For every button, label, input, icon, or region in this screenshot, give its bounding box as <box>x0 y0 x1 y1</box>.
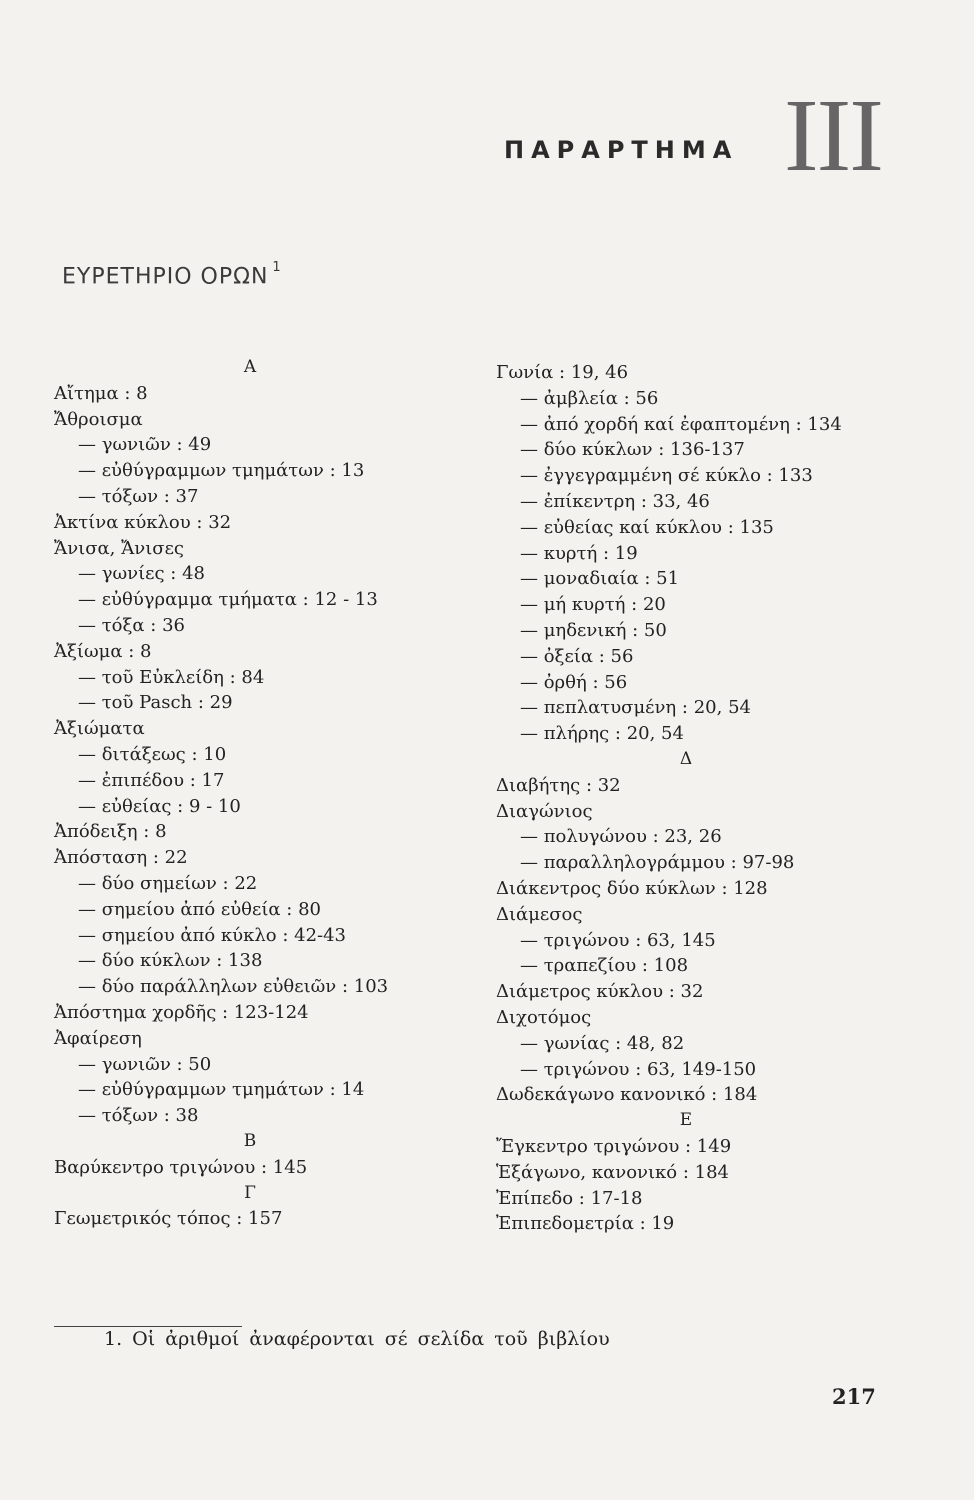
index-entry: Ἄνισα, Ἄνισες <box>54 537 184 559</box>
index-entry: Διαγώνιος <box>496 800 593 822</box>
index-subentry: — εὐθείας καί κύκλου : 135 <box>520 516 774 538</box>
section-letter: Δ <box>679 748 693 769</box>
appendix-number: III <box>784 78 882 193</box>
index-entry: Βαρύκεντρο τριγώνου : 145 <box>54 1156 308 1178</box>
index-subentry: — πλήρης : 20, 54 <box>520 723 684 745</box>
index-subentry: — τραπεζίου : 108 <box>520 955 689 977</box>
index-subentry: — ἀπό χορδή καί ἐφαπτομένη : 134 <box>520 413 842 435</box>
index-subentry: — κυρτή : 19 <box>520 542 638 564</box>
index-subentry: — γωνιῶν : 50 <box>78 1053 212 1075</box>
index-column-left <box>54 355 454 1232</box>
index-entry: Ἀφαίρεση <box>54 1027 142 1049</box>
index-subentry: — εὐθύγραμμων τμημάτων : 13 <box>78 460 365 482</box>
index-title <box>62 260 282 290</box>
index-entry: Ἐπιπεδομετρία : 19 <box>496 1213 675 1235</box>
index-subentry: — παραλληλογράμμου : 97-98 <box>520 852 795 874</box>
section-letter: Α <box>243 357 257 377</box>
index-subentry: — γωνίας : 48, 82 <box>520 1032 685 1054</box>
appendix-label: ΠΑΡΑΡΤΗΜΑ <box>504 136 739 164</box>
index-subentry: — μηδενική : 50 <box>520 619 667 641</box>
index-entry: Διάμετρος κύκλου : 32 <box>496 981 704 1003</box>
index-subentry: — δύο παράλληλων εὐθειῶν : 103 <box>78 976 389 998</box>
index-title-text: ΕΥΡΕΤΗΡΙΟ ΟΡΩΝ <box>62 264 269 290</box>
section-letter: Ε <box>679 1110 693 1131</box>
footnote-mark: 1 <box>272 260 282 275</box>
index-subentry: — τοῦ Pasch : 29 <box>78 692 233 714</box>
index-entry: Ἀπόστημα χορδῆς : 123-124 <box>54 1001 309 1023</box>
index-subentry: — διτάξεως : 10 <box>78 743 227 765</box>
index-entry: Διχοτόμος <box>496 1006 592 1028</box>
index-subentry: — εὐθείας : 9 - 10 <box>78 795 241 817</box>
index-column-right <box>496 360 896 1237</box>
index-subentry: — εὐθύγραμμων τμημάτων : 14 <box>78 1079 365 1101</box>
index-entry: Διάκεντρος δύο κύκλων : 128 <box>496 877 768 899</box>
index-subentry: — τόξων : 37 <box>78 485 199 507</box>
footnote: 1. Οἱ ἀριθμοί ἀναφέρονται σέ σελίδα τοῦ βιβλίου <box>104 1328 610 1350</box>
index-subentry: — ἀμβλεία : 56 <box>520 387 659 409</box>
index-entry: Ἀξιώματα <box>54 718 145 740</box>
index-subentry: — πολυγώνου : 23, 26 <box>520 826 722 848</box>
index-subentry: — τριγώνου : 63, 149-150 <box>520 1058 757 1080</box>
index-subentry: — δύο κύκλων : 138 <box>78 950 263 972</box>
index-entry: Ἔγκεντρο τριγώνου : 149 <box>496 1135 732 1157</box>
index-entry: Διαβήτης : 32 <box>496 774 621 796</box>
index-subentry: — τριγώνου : 63, 145 <box>520 929 716 951</box>
page-number: 217 <box>832 1384 876 1409</box>
index-subentry: — σημείου ἀπό εὐθεία : 80 <box>78 898 321 920</box>
index-subentry: — δύο κύκλων : 136-137 <box>520 439 745 461</box>
index-subentry: — μή κυρτή : 20 <box>520 594 666 616</box>
index-entry: Γεωμετρικός τόπος : 157 <box>54 1208 283 1230</box>
index-entry: Ἀκτίνα κύκλου : 32 <box>54 511 232 533</box>
index-subentry: — ἐπίκεντρη : 33, 46 <box>520 490 710 512</box>
index-entry: Ἄθροισμα <box>54 408 143 430</box>
index-entry: Διάμεσος <box>496 903 583 925</box>
index-entry: Γωνία : 19, 46 <box>496 362 629 383</box>
index-entry: Ἀξίωμα : 8 <box>54 640 152 662</box>
index-subentry: — μοναδιαία : 51 <box>520 568 680 590</box>
index-subentry: — ἐπιπέδου : 17 <box>78 769 225 791</box>
index-entry: Ἑξάγωνο, κανονικό : 184 <box>496 1161 730 1183</box>
index-subentry: — ὀξεία : 56 <box>520 645 634 667</box>
section-letter: Β <box>243 1130 257 1151</box>
index-subentry: — ἐγγεγραμμένη σέ κύκλο : 133 <box>520 465 813 487</box>
section-letter: Γ <box>244 1182 256 1203</box>
footnote-divider <box>54 1326 242 1327</box>
index-subentry: — εὐθύγραμμα τμήματα : 12 - 13 <box>78 589 378 611</box>
index-entry: Ἀπόδειξη : 8 <box>54 821 167 843</box>
index-entry: Δωδεκάγωνο κανονικό : 184 <box>496 1084 758 1106</box>
index-subentry: — σημείου ἀπό κύκλο : 42-43 <box>78 924 347 946</box>
index-subentry: — ὀρθή : 56 <box>520 671 628 693</box>
index-subentry: — γωνίες : 48 <box>78 563 205 585</box>
index-subentry: — τόξα : 36 <box>78 614 185 636</box>
index-entry: Ἀπόσταση : 22 <box>54 847 188 869</box>
index-subentry: — τοῦ Εὐκλείδη : 84 <box>78 666 265 688</box>
index-subentry: — τόξων : 38 <box>78 1105 199 1127</box>
index-subentry: — γωνιῶν : 49 <box>78 434 212 456</box>
index-subentry: — πεπλατυσμένη : 20, 54 <box>520 697 751 719</box>
index-entry: Αἴτημα : 8 <box>54 382 148 404</box>
index-subentry: — δύο σημείων : 22 <box>78 872 258 894</box>
index-entry: Ἐπίπεδο : 17-18 <box>496 1187 643 1209</box>
